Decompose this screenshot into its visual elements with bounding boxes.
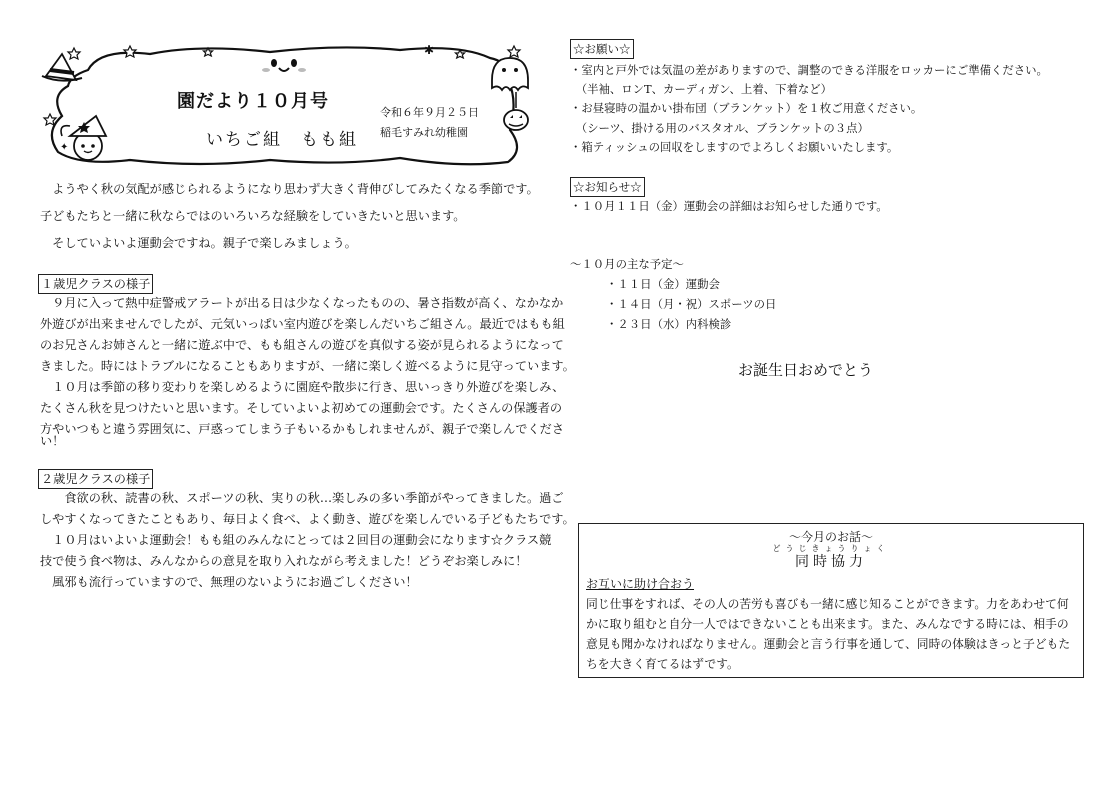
intro-line: 子どもたちと一緒に秋ならではのいろいろな経験をしていきたいと思います。 <box>40 209 466 223</box>
story-line: かに取り組むと自分一人ではできないことも出来ます。また、みんなでする時には、相手の <box>586 617 1069 631</box>
story-line: 意見も聞かなければなりません。運動会と言う行事を通して、同時の体験はきっと子どもた <box>586 637 1071 651</box>
request-line: （半袖、ロンT、カーディガン、上着、下着など） <box>570 82 833 96</box>
class1-heading: １歳児クラスの様子 <box>38 274 153 294</box>
story-subheading: お互いに助け合おう <box>586 577 695 591</box>
notice-line: ・１０月１１日（金）運動会の詳細はお知らせした通りです。 <box>570 199 888 213</box>
class2-line: １０月はいよいよ運動会！もも組のみんなにとっては２回目の運動会になります☆クラス競 <box>40 533 552 547</box>
schedule-item: ・２３日（水）内科検診 <box>606 317 732 331</box>
story-heading: ～今月のお話～ <box>788 530 873 544</box>
request-line: （シーツ、掛ける用のバスタオル、ブランケットの３点） <box>570 121 869 135</box>
svg-text:✦: ✦ <box>60 142 69 153</box>
newsletter-title: 園だより１０月号 <box>177 91 329 112</box>
intro-line: そしていよいよ運動会ですね。親子で楽しみましょう。 <box>40 236 357 250</box>
class2-heading: ２歳児クラスの様子 <box>38 469 153 489</box>
schedule-item: ・１４日（月・祝）スポーツの日 <box>606 297 777 311</box>
story-box <box>578 523 1084 678</box>
class1-line: １０月は季節の移り変わりを楽しめるように園庭や散歩に行き、思いっきり外遊びを楽しみ、 <box>40 380 565 394</box>
class2-line: 技で使う食べ物は、みんなからの意見を取り入れながら考えました！どうぞお楽しみに！ <box>40 554 528 568</box>
class1-line: 外遊びが出来ませんでしたが、元気いっぱい室内遊びを楽しんだいちご組さん。最近ではもも組 <box>40 317 565 331</box>
intro-line: ようやく秋の気配が感じられるようになり思わず大きく背伸びしてみたくなる季節です。 <box>40 182 539 196</box>
class1-line: たくさん秋を見つけたいと思います。そしていよいよ初めての運動会です。たくさんの保護者の <box>40 401 563 415</box>
notices-heading: ☆お知らせ☆ <box>570 177 645 197</box>
story-line: 同じ仕事をすれば、その人の苦労も喜びも一緒に感じ知ることができます。力をあわせて何 <box>586 597 1069 611</box>
class2-line: 食欲の秋、読書の秋、スポーツの秋、実りの秋…楽しみの多い季節がやってきました。過ご <box>40 491 564 505</box>
class1-line: きました。時にはトラブルになることもありますが、一緒に楽しく遊べるように見守っています。 <box>40 359 575 373</box>
ghost-icon <box>492 58 528 90</box>
schedule-heading: ～１０月の主な予定～ <box>570 257 684 271</box>
class1-line: のお兄さんお姉さんと一緒に遊ぶ中で、もも組さんの遊びを真似する姿が見られるようになって <box>40 338 564 352</box>
schedule-item: ・１１日（金）運動会 <box>606 277 720 291</box>
class1-line: い！ <box>40 434 65 448</box>
svg-text:✱: ✱ <box>424 43 435 57</box>
class2-line: しやすくなってきたこともあり、毎日よく食べ、よく動き、遊びを楽しんでいる子どもたちです。 <box>40 512 575 526</box>
school-name: 稲毛すみれ幼稚園 <box>380 126 468 139</box>
request-line: ・箱ティッシュの回収をしますのでよろしくお願いいたします。 <box>570 140 899 154</box>
story-title: 同時協力 <box>795 554 867 570</box>
request-line: ・お昼寝時の温かい掛布団（ブランケット）を１枚ご用意ください。 <box>570 101 923 115</box>
issue-date: 令和６年９月２５日 <box>380 106 479 119</box>
class1-line: ９月に入って熱中症警戒アラートが出る日は少なくなったものの、暑さ指数が高く、なかなか <box>40 296 564 310</box>
birthday-message: お誕生日おめでとう <box>738 361 874 379</box>
class1-line: 方やいつもと違う雰囲気に、戸惑ってしまう子もいるかもしれませんが、親子で楽しんでくださ <box>40 422 565 436</box>
class2-line: 風邪も流行っていますので、無理のないようにお過ごしください！ <box>40 575 418 589</box>
requests-heading: ☆お願い☆ <box>570 39 634 59</box>
story-line: ちを大きく育てるはずです。 <box>586 657 739 671</box>
class-names: いちご組 もも組 <box>206 130 358 150</box>
story-title-ruby: どうじきょうりょく <box>772 544 890 553</box>
request-line: ・室内と戸外では気温の差がありますので、調整のできる洋服をロッカーにご準備ください。 <box>570 63 1048 77</box>
